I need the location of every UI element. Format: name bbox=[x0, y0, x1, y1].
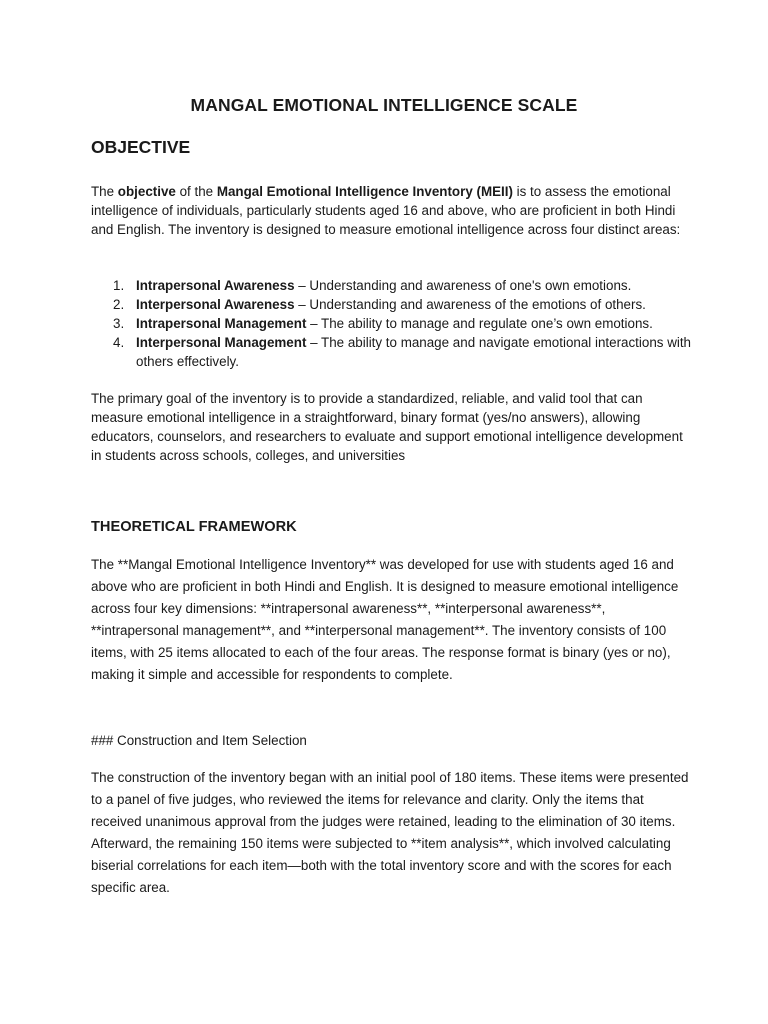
list-item-name: Intrapersonal Awareness bbox=[136, 278, 295, 293]
list-item-number: 4. bbox=[113, 335, 125, 350]
list-item bbox=[91, 276, 691, 295]
list-item-desc: – The ability to manage and navigate emotional interactions with others effectively. bbox=[136, 335, 692, 369]
list-item-number: 1. bbox=[113, 278, 125, 293]
bold-inventory-name: Mangal Emotional Intelligence Inventory (MEII) bbox=[216, 184, 513, 199]
list-item-desc: – Understanding and awareness of one's own emotions. bbox=[294, 278, 632, 293]
list-item-number: 2. bbox=[113, 297, 125, 312]
list-item-name: Interpersonal Management bbox=[136, 335, 307, 350]
document-title: MANGAL EMOTIONAL INTELLIGENCE SCALE bbox=[190, 95, 578, 115]
list-item-number: 3. bbox=[113, 316, 125, 331]
bold-objective: objective bbox=[117, 184, 176, 199]
list-item-desc: – Understanding and awareness of the emotions of others. bbox=[294, 297, 646, 312]
construction-subheading: ### Construction and Item Selection bbox=[91, 733, 307, 748]
theoretical-framework-heading: THEORETICAL FRAMEWORK bbox=[91, 519, 297, 535]
goal-paragraph: The primary goal of the inventory is to provide a standardized, reliable, and valid tool that can measure emotional intelligence in a straightforward, binary format (yes/no answers), allowing educators, counselors, and researchers to evaluate and support emotional intelligence development in students across schools, colleges, and universities bbox=[91, 391, 683, 463]
objective-paragraph: The objective of the Mangal Emotional Intelligence Inventory (MEII) is to assess the emotional intelligence of individuals, particularly students aged 16 and above, who are proficient in both Hindi and English. The inventory is designed to measure emotional intelligence across four distinct areas: bbox=[91, 184, 681, 237]
construction-paragraph: The construction of the inventory began with an initial pool of 180 items. These items were presented to a panel of five judges, who reviewed the items for relevance and clarity. Only the items that received unanimous approval from the judges were retained, leading to the elimination of 30 items. Afterward, the remaining 150 items were subjected to **item analysis**, which involved calculating biserial correlations for each item—both with the total inventory score and with the scores for each specific area. bbox=[91, 770, 689, 895]
objective-heading: OBJECTIVE bbox=[91, 137, 191, 157]
list-item-name: Intrapersonal Management bbox=[136, 316, 307, 331]
list-item bbox=[91, 333, 691, 371]
list-item-desc: – The ability to manage and regulate one’s own emotions. bbox=[306, 316, 653, 331]
list-item-name: Interpersonal Awareness bbox=[136, 297, 295, 312]
list-item bbox=[91, 295, 691, 314]
theory-paragraph: The **Mangal Emotional Intelligence Inventory** was developed for use with students aged 16 and above who are proficient in both Hindi and English. It is designed to measure emotional intelligence across four key dimensions: **intrapersonal awareness**, **interpersonal awareness**, **intrapersonal management**, and **interpersonal management**. The inventory consists of 100 items, with 25 items allocated to each of the four areas. The response format is binary (yes or no), making it simple and accessible for respondents to complete. bbox=[91, 557, 679, 682]
list-item bbox=[91, 314, 691, 333]
areas-list bbox=[91, 276, 691, 371]
